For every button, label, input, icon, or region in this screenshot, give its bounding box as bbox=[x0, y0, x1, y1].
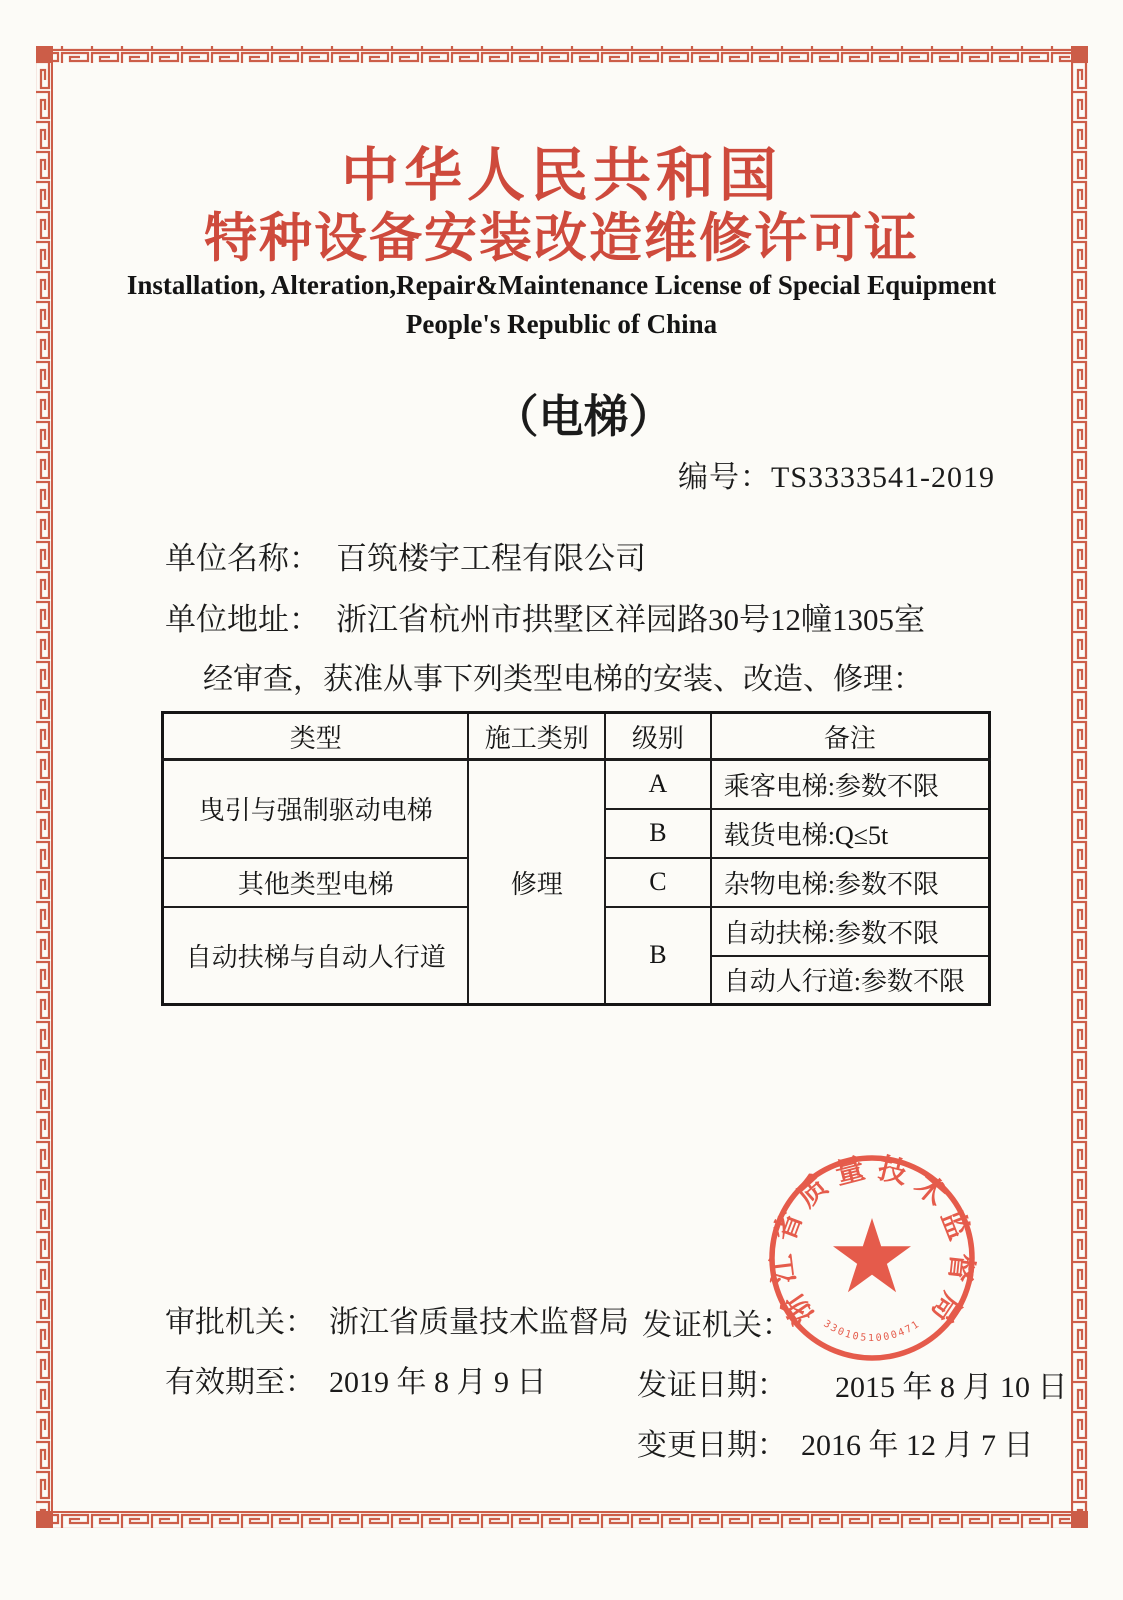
change-date-label: 变更日期： bbox=[637, 1429, 787, 1462]
seal-curved-text: 浙江省质量技术监督局 bbox=[766, 1152, 978, 1330]
title-country-en: People's Republic of China bbox=[405, 309, 718, 339]
company-name-line bbox=[165, 533, 646, 578]
company-name-value: 百筑楼宇工程有限公司 bbox=[336, 541, 646, 576]
valid-until-line bbox=[165, 1357, 547, 1401]
company-address-label: 单位地址： bbox=[165, 602, 320, 637]
grade-b1: B bbox=[605, 809, 711, 858]
valid-until-label: 有效期至： bbox=[165, 1366, 315, 1399]
svg-text:3301051000471 bbox=[821, 1318, 922, 1344]
svg-text:浙江省质量技术监督局 bbox=[765, 1152, 979, 1331]
header-construction-category: 施工类别 bbox=[468, 713, 604, 760]
change-date-value: 2016 年 12 月 7 日 bbox=[801, 1429, 1034, 1462]
approval-authority-line bbox=[165, 1297, 629, 1341]
license-number-line bbox=[678, 452, 995, 496]
type-traction-drive: 曳引与强制驱动电梯 bbox=[163, 760, 469, 858]
remark-moving-walk: 自动人行道:参数不限 bbox=[711, 956, 990, 1005]
change-date-line bbox=[637, 1420, 1034, 1464]
issuing-authority-label: 发证机关： bbox=[642, 1309, 792, 1342]
grade-c: C bbox=[605, 858, 711, 907]
type-other: 其他类型电梯 bbox=[163, 858, 469, 907]
title-license-en: Installation, Alteration,Repair&Maintenance License of Special Equipment bbox=[126, 270, 997, 300]
approval-note: 经审查，获准从事下列类型电梯的安装、改造、修理： bbox=[203, 663, 923, 696]
license-number-value: TS3333541-2019 bbox=[771, 461, 995, 494]
company-address-value: 浙江省杭州市拱墅区祥园路30号12幢1305室 bbox=[336, 602, 925, 637]
approval-authority-value: 浙江省质量技术监督局 bbox=[329, 1306, 629, 1339]
official-seal bbox=[762, 1148, 982, 1368]
company-name-label: 单位名称： bbox=[165, 541, 320, 576]
title-country-cn: 中华人民共和国 bbox=[340, 143, 782, 208]
header-type: 类型 bbox=[163, 713, 469, 760]
remark-passenger: 乘客电梯:参数不限 bbox=[711, 760, 990, 809]
issue-date-label: 发证日期： bbox=[637, 1369, 787, 1402]
issue-date-value: 2015 年 8 月 10 日 bbox=[835, 1371, 1068, 1404]
header-remark: 备注 bbox=[711, 713, 990, 760]
approval-authority-label: 审批机关： bbox=[165, 1306, 315, 1339]
license-number-label: 编号： bbox=[678, 461, 771, 494]
grade-a: A bbox=[605, 760, 711, 809]
seal-ring bbox=[772, 1158, 972, 1358]
title-license-cn: 特种设备安装改造维修许可证 bbox=[204, 210, 919, 268]
valid-until-value: 2019 年 8 月 9 日 bbox=[329, 1366, 547, 1399]
company-address-line bbox=[165, 594, 925, 639]
construction-category-value: 修理 bbox=[468, 760, 604, 1005]
type-escalator: 自动扶梯与自动人行道 bbox=[163, 907, 469, 1005]
stamp-star-icon bbox=[833, 1218, 911, 1292]
remark-freight: 载货电梯:Q≤5t bbox=[711, 809, 990, 858]
license-scope-table bbox=[161, 711, 991, 1006]
equipment-category-subtitle: （电梯） bbox=[493, 392, 674, 442]
remark-dumbwaiter: 杂物电梯:参数不限 bbox=[711, 858, 990, 907]
table-header-row bbox=[163, 713, 990, 760]
table-row bbox=[163, 760, 990, 809]
seal-serial-number: 3301051000471 bbox=[821, 1318, 923, 1345]
header-grade: 级别 bbox=[605, 713, 711, 760]
remark-escalator: 自动扶梯:参数不限 bbox=[711, 907, 990, 956]
grade-b2: B bbox=[605, 907, 711, 1005]
